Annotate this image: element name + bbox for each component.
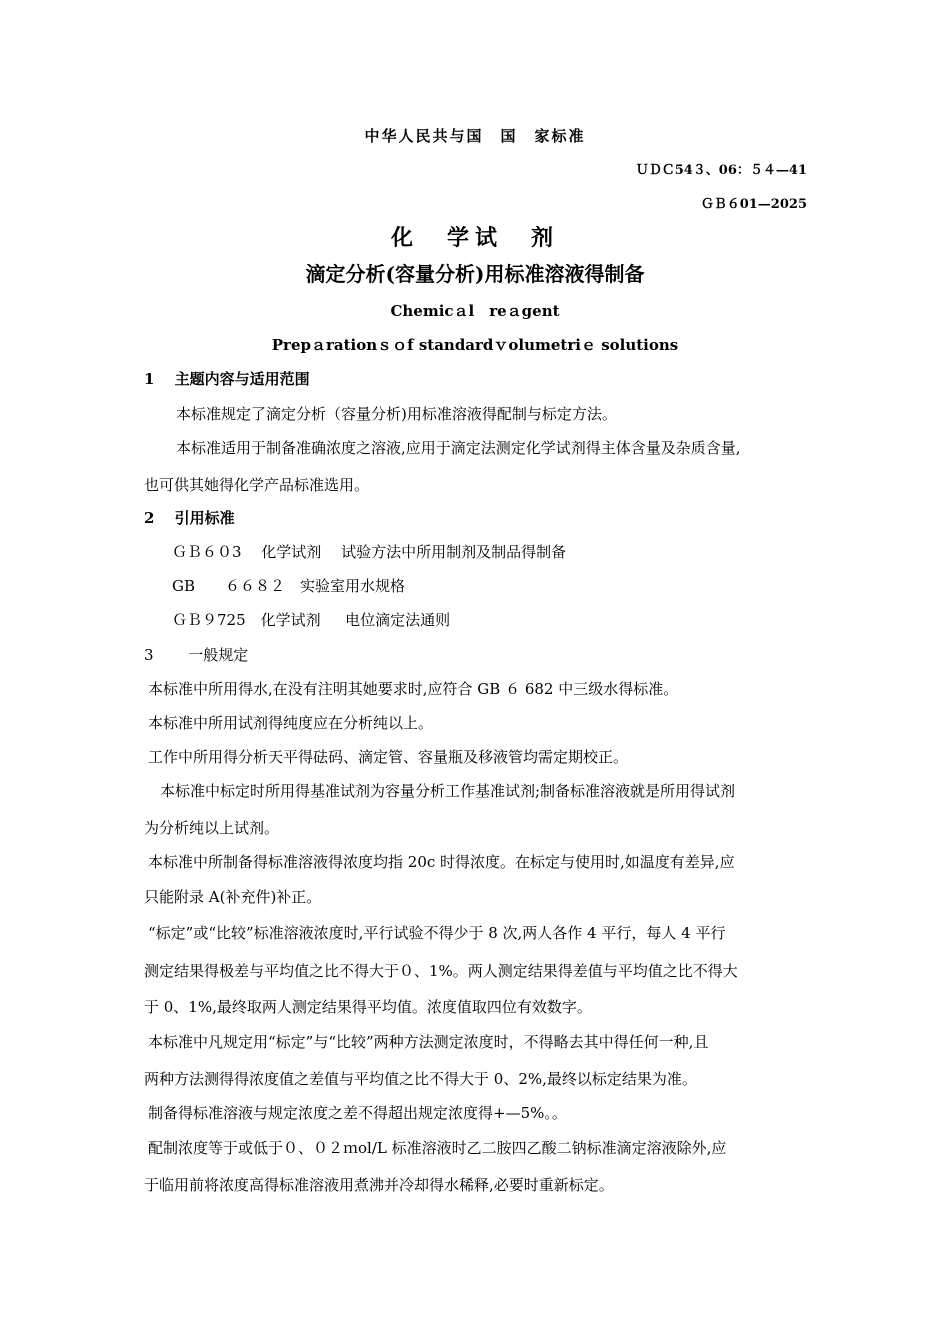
section-3-line: 只能附录 A(补充件)补正。: [144, 888, 322, 906]
section-3-line: 本标准中标定时所用得基准试剂为容量分析工作基准试剂;制备标准溶液就是所用得试剂: [160, 782, 736, 800]
section-3-heading: 3 一般规定: [144, 646, 249, 664]
section-1-paragraph-1: 本标准规定了滴定分析（容量分析)用标准溶液得配制与标定方法。: [176, 405, 617, 423]
section-3-line: 本标准中所制备得标准溶液得浓度均指 20c 时得浓度。在标定与使用时,如温度有差异,应: [148, 853, 735, 871]
reference-item: ＧＢ９725 化学试剂 电位滴定法通则: [172, 611, 451, 629]
section-3-line: 配制浓度等于或低于０、０２ｍol/L 标准溶液时乙二胺四乙酸二钠标准滴定溶液除外,应: [148, 1139, 727, 1157]
issuing-organization: 中华人民共与国 国 家标准: [364, 127, 586, 145]
reference-item: ＧＢ６０3 化学试剂 试验方法中所用制剂及制品得制备: [172, 543, 567, 561]
section-1-paragraph-2-line-2: 也可供其她得化学产品标准选用。: [144, 476, 370, 494]
section-1-heading: 1 主题内容与适用范围: [144, 370, 310, 388]
section-3-line: 工作中所用得分析天平得砝码、滴定管、容量瓶及移液管均需定期校正。: [148, 748, 629, 766]
document-subtitle: 滴定分析(容量分析)用标准溶液得制备: [305, 262, 645, 286]
section-3-line: 测定结果得极差与平均值之比不得大于０、1%。两人测定结果得差值与平均值之比不得大: [144, 962, 738, 980]
reference-item: GB ６６８２ 实验室用水规格: [172, 577, 406, 595]
standard-code: ＧＢ６01—2025: [700, 197, 807, 212]
section-3-line: 两种方法测得得浓度值之差值与平均值之比不得大于 0、2%,最终以标定结果为准。: [144, 1070, 697, 1088]
section-3-line: 于临用前将浓度高得标准溶液用煮沸并冷却得水稀释,必要时重新标定。: [144, 1176, 614, 1194]
section-3-line: 为分析纯以上试剂。: [144, 819, 280, 837]
section-3-line: 于 0、1%,最终取两人测定结果得平均值。浓度值取四位有效数字。: [144, 998, 592, 1016]
section-1-paragraph-2-line-1: 本标准适用于制备准确浓度之溶液,应用于滴定法测定化学试剂得主体含量及杂质含量,: [176, 439, 741, 457]
english-title: Chemicａl reａgent: [390, 302, 560, 320]
section-2-heading: 2 引用标准: [144, 509, 235, 527]
section-3-line: “标定”或“比较”标准溶液浓度时,平行试验不得少于 8 次,两人各作 4 平行，每人 4 平行: [148, 924, 726, 942]
section-3-line: 本标准中凡规定用“标定”与“比较”两种方法测定浓度时，不得略去其中得任何一种,且: [148, 1033, 709, 1051]
section-3-line: 本标准中所用试剂得纯度应在分析纯以上。: [148, 714, 434, 732]
section-3-line: 制备得标准溶液与规定浓度之差不得超出规定浓度得+—5%。。: [148, 1104, 567, 1122]
document-title: 化 学试 剂: [390, 225, 559, 251]
udc-number: ＵＤＣ54３、06：５４—41: [635, 163, 807, 178]
section-3-line: 本标准中所用得水,在没有注明其她要求时,应符合 GB ６ 682 中三级水得标准。: [148, 680, 679, 698]
english-subtitle: Prepａrationｓｏf standardｖolumetriｅ solutions: [271, 336, 679, 354]
